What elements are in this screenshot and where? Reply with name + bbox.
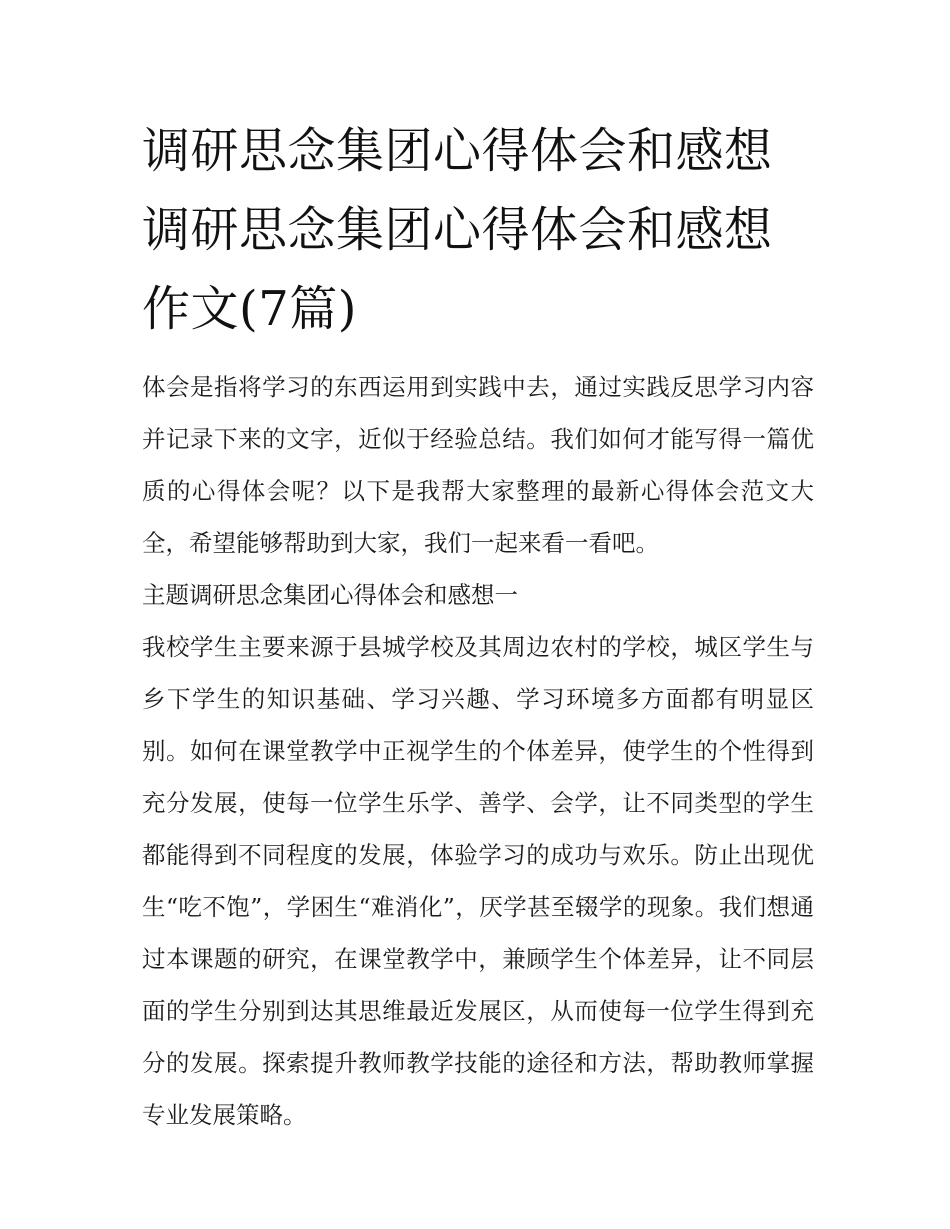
section-paragraph: 我校学生主要来源于县城学校及其周边农村的学校，城区学生与乡下学生的知识基础、学习兴趣、学习环境多方面都有明显区别。如何在课堂教学中正视学生的个体差异，使学生的个性得到充分发展，使每一位学生乐学、善学、会学，让不同类型的学生都能得到不同程度的发展，体验学习的成功与欢乐。防止出现优生“吃不饱”，学困生“难消化”，厌学甚至辍学的现象。我们想通过本课题的研究，在课堂教学中，兼顾学生个体差异，让不同层面的学生分别到达其思维最近发展区，从而使每一位学生得到充分的发展。探索提升教师教学技能的途径和方法，帮助教师掌握专业发展策略。 <box>142 633 814 1129</box>
title-line-1: 调研思念集团心得体会和感想 <box>142 123 773 179</box>
section-heading: 主题调研思念集团心得体会和感想一 <box>142 581 518 609</box>
document-content <box>142 112 814 1141</box>
document-title <box>142 112 814 349</box>
title-line-2: 调研思念集团心得体会和感想 <box>142 202 773 258</box>
title-line-3: 作文(7篇) <box>142 281 357 337</box>
intro-paragraph: 体会是指将学习的东西运用到实践中去，通过实践反思学习内容并记录下来的文字，近似于经验总结。我们如何才能写得一篇优质的心得体会呢？以下是我帮大家整理的最新心得体会范文大全，希望能够帮助到大家，我们一起来看一看吧。 <box>142 373 814 557</box>
